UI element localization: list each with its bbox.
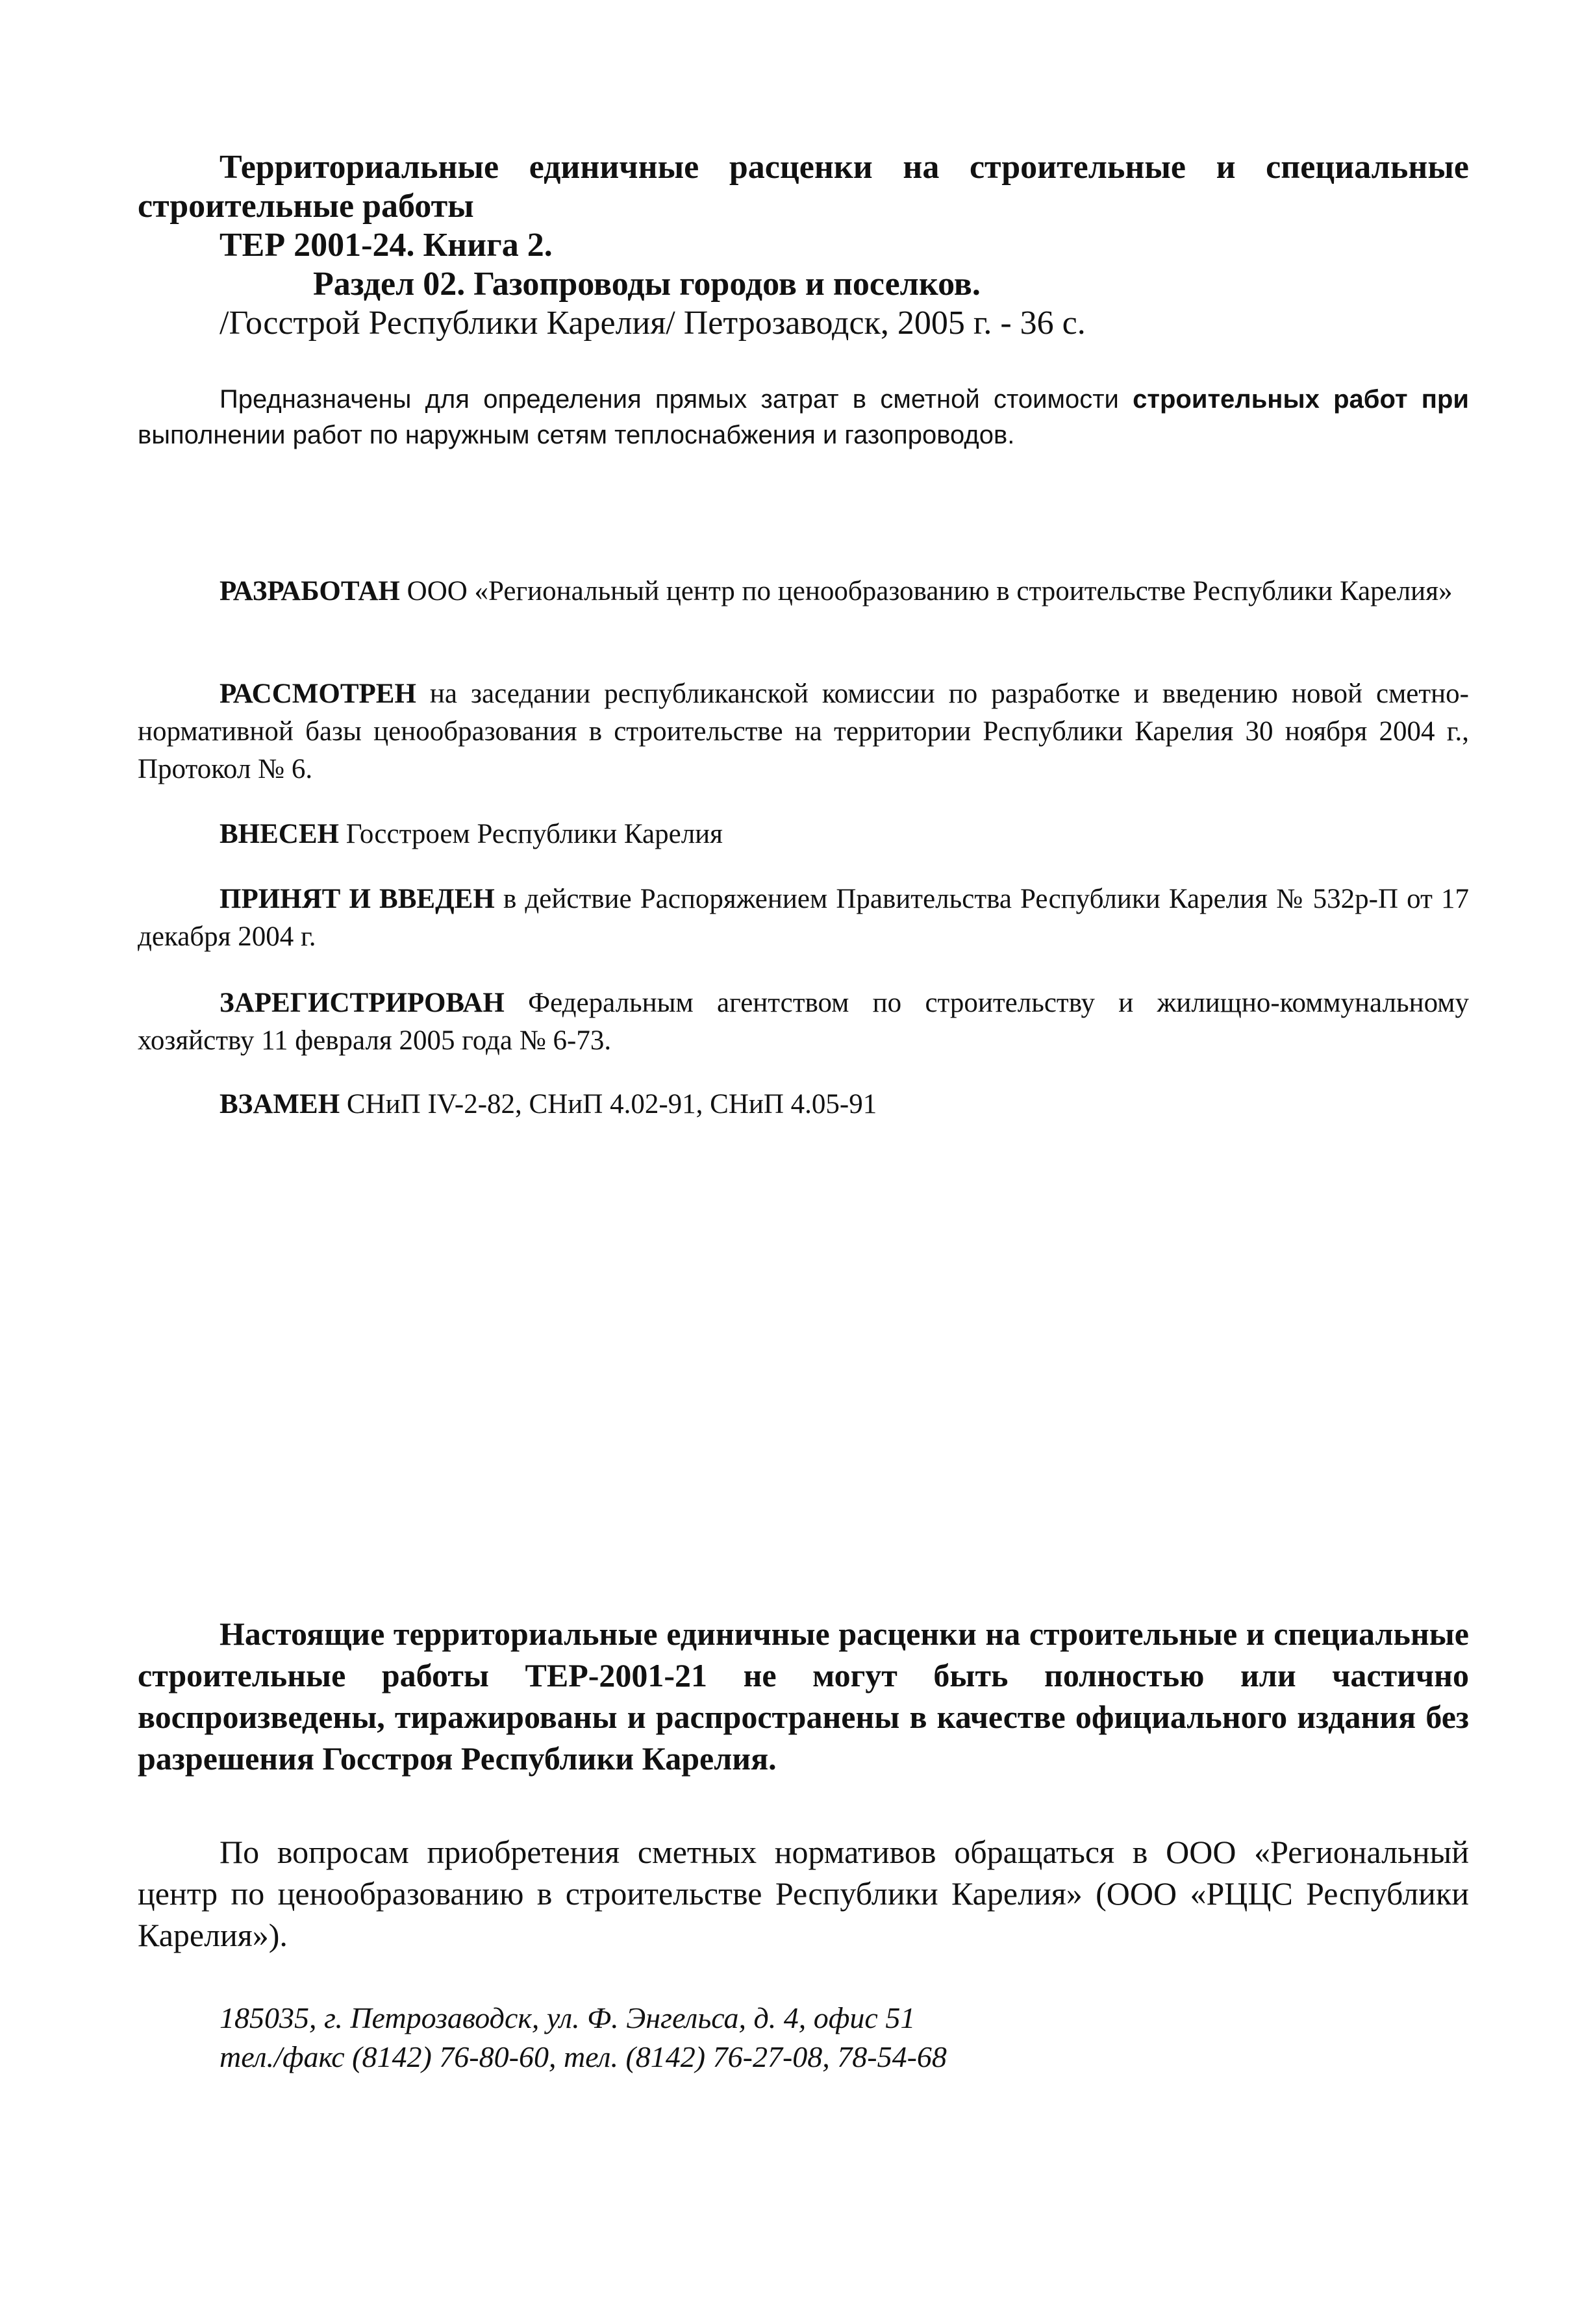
- submitted-label: ВНЕСЕН: [220, 819, 339, 849]
- reviewed-text: на заседании республиканской комиссии по разработке и введению новой сметно-нормативной базы ценообразования в строительстве на территории Республики Карелия 30 ноября 2004 г., Протокол № 6.: [138, 679, 1469, 784]
- registered-paragraph: [138, 984, 1469, 1060]
- reviewed-label: РАССМОТРЕН: [220, 679, 416, 709]
- replaces-text: СНиП IV-2-82, СНиП 4.02-91, СНиП 4.05-91: [340, 1089, 877, 1119]
- reviewed-paragraph: [138, 675, 1469, 788]
- registered-label: ЗАРЕГИСТРИРОВАН: [220, 988, 505, 1018]
- purpose-text: Предназначены для определения прямых затрат в сметной стоимости: [220, 385, 1133, 414]
- submitted-paragraph: [138, 816, 1469, 853]
- document-title: Территориальные единичные расценки на строительные и специальные: [220, 149, 1469, 186]
- section-title: Раздел 02. Газопроводы городов и поселков.: [313, 266, 981, 303]
- purpose-emphasis: строительных работ при: [1133, 385, 1469, 414]
- adopted-text: в действие Распоряжением Правительства Республики Карелия № 532р-П от 17 декабря 2004 г.: [138, 884, 1469, 952]
- title-block: [138, 148, 1469, 343]
- copyright-notice: Настоящие территориальные единичные расценки на строительные и специальные строительные работы ТЕР-2001-21 не могут быть полностью или частично воспроизведены, тиражированы и распространены в качестве официального издания без разрешения Госстроя Республики Карелия.: [138, 1616, 1469, 1777]
- phone-numbers: тел./факс (8142) 76-80-60, тел. (8142) 76-27-08, 78-54-68: [220, 2040, 947, 2073]
- registered-text: Федеральным агентством по строительству и жилищно-коммунальному хозяйству 11 февраля 2005 года № 6-73.: [138, 988, 1469, 1056]
- purpose-paragraph: [138, 382, 1469, 453]
- postal-address: 185035, г. Петрозаводск, ул. Ф. Энгельса, д. 4, офис 51: [220, 2001, 916, 2034]
- replaces-label: ВЗАМЕН: [220, 1089, 340, 1119]
- document-title-continued: строительные работы: [138, 188, 474, 225]
- submitted-text: Госстроем Республики Карелия: [339, 819, 723, 849]
- adopted-paragraph: [138, 881, 1469, 956]
- developed-label: РАЗРАБОТАН: [220, 576, 400, 606]
- purpose-text-end: выполнении работ по наружным сетям теплоснабжения и газопроводов.: [138, 421, 1015, 449]
- publisher-info: /Госстрой Республики Карелия/ Петрозаводск, 2005 г. - 36 с.: [220, 305, 1086, 342]
- replaces-paragraph: [138, 1086, 1469, 1123]
- document-code: ТЕР 2001-24. Книга 2.: [220, 227, 553, 264]
- address-block: [220, 1999, 1453, 2077]
- adopted-label: ПРИНЯТ И ВВЕДЕН: [220, 884, 495, 914]
- developed-paragraph: [138, 573, 1469, 610]
- contact-paragraph: По вопросам приобретения сметных нормативов обращаться в ООО «Региональный центр по ценообразованию в строительстве Республики Карелия» (ООО «РЦЦС Республики Карелия»).: [138, 1834, 1469, 1953]
- developed-text: ООО «Региональный центр по ценообразованию в строительстве Республики Карелия»: [399, 576, 1453, 606]
